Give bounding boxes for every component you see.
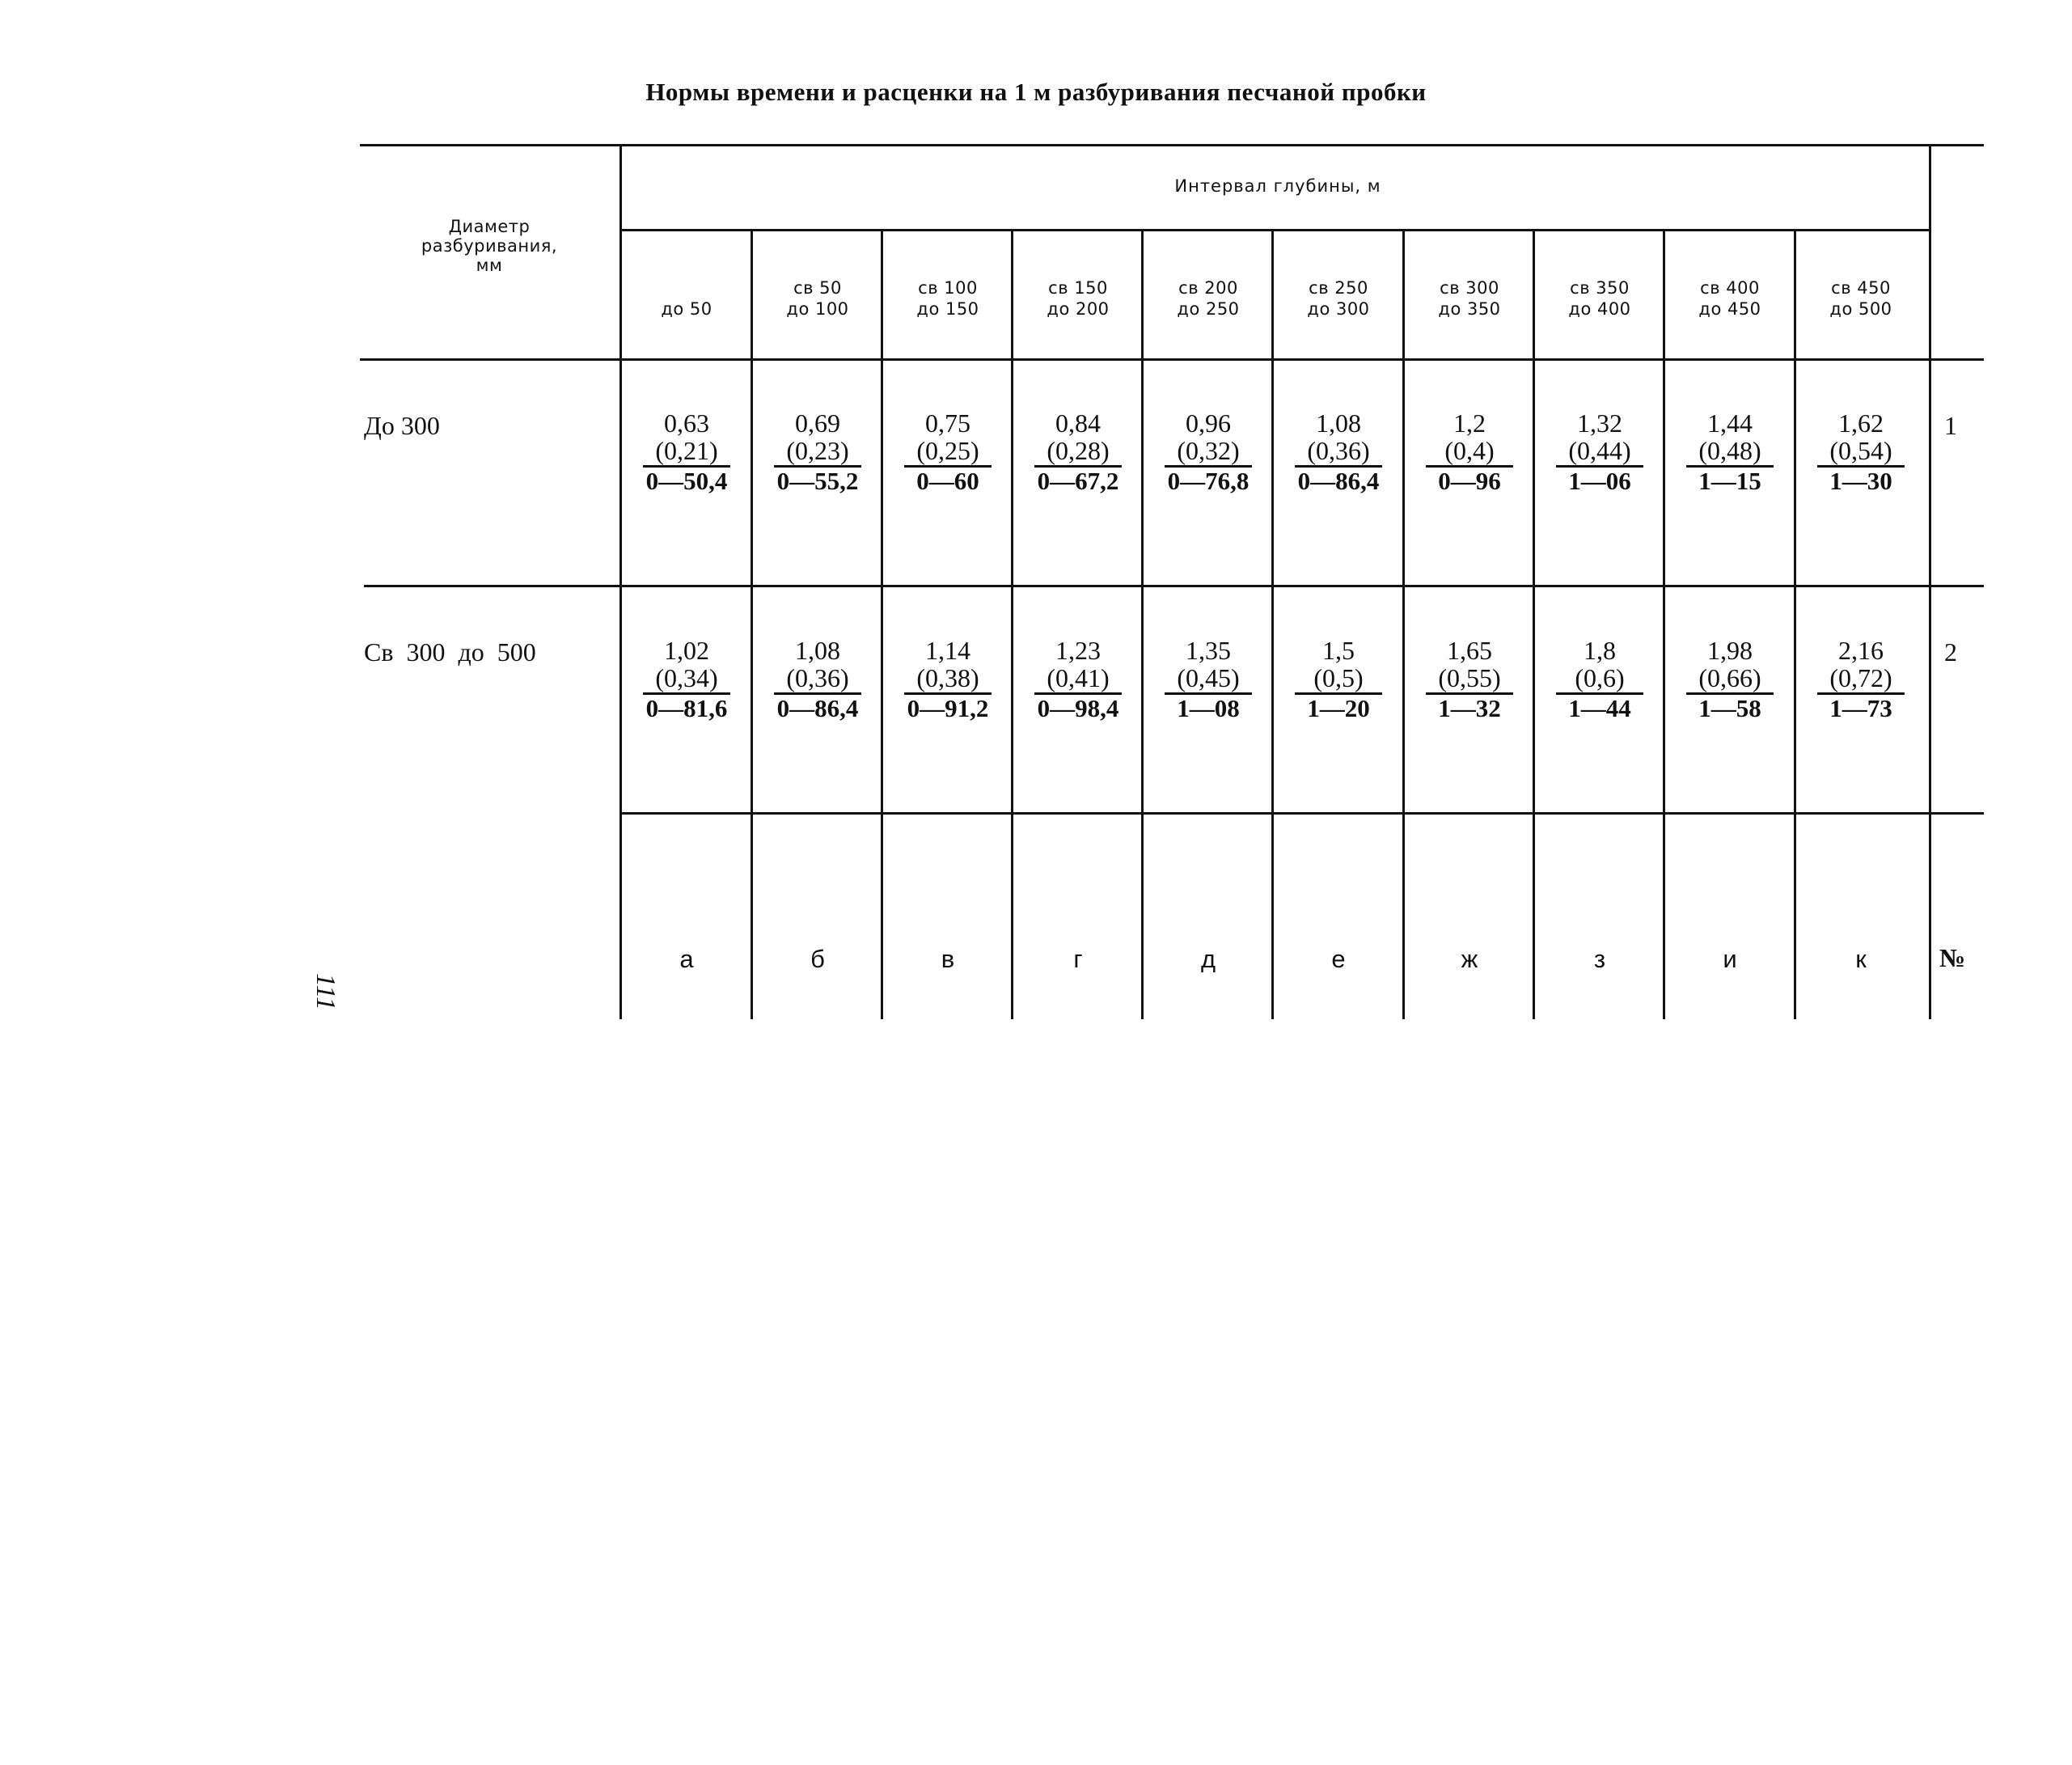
time-norm: 2,16 xyxy=(1838,636,1884,665)
worker-norm: (0,48) xyxy=(1698,436,1761,465)
worker-norm: (0,5) xyxy=(1313,663,1364,692)
column-header xyxy=(1273,271,1404,320)
worker-norm: (0,28) xyxy=(1047,436,1110,465)
row2-bottom-rule xyxy=(621,812,1984,815)
worker-norm: (0,66) xyxy=(1698,663,1761,692)
column-letter: д xyxy=(1200,945,1216,973)
worker-norm: (0,4) xyxy=(1444,436,1495,465)
column-header-line: до 450 xyxy=(1698,299,1761,319)
column-header xyxy=(1143,271,1274,320)
column-rule xyxy=(1794,229,1796,1019)
rate: 1—06 xyxy=(1568,467,1631,495)
column-header-line: св 450 xyxy=(1831,278,1891,298)
norm-cell xyxy=(1534,637,1665,722)
page-number: 111 xyxy=(311,973,340,1010)
time-norm: 1,98 xyxy=(1707,636,1753,665)
column-header xyxy=(1404,271,1535,320)
norm-cell xyxy=(1013,409,1144,495)
worker-norm: (0,45) xyxy=(1177,663,1240,692)
column-rule xyxy=(881,229,883,1019)
worker-norm: (0,25) xyxy=(916,436,979,465)
column-letter: к xyxy=(1855,945,1867,973)
rate: 0—67,2 xyxy=(1037,467,1119,495)
rate: 0—98,4 xyxy=(1037,694,1119,722)
rate: 0—86,4 xyxy=(776,694,859,722)
column-rule xyxy=(1663,229,1665,1019)
column-letter: и xyxy=(1723,945,1737,973)
norm-cell xyxy=(1795,409,1926,495)
column-rule xyxy=(1402,229,1405,1019)
rate: 0—91,2 xyxy=(907,694,989,722)
header-bottom-rule xyxy=(360,358,1984,361)
norm-cell xyxy=(1143,409,1274,495)
norm-cell xyxy=(1664,409,1795,495)
column-header-line: св 150 xyxy=(1048,278,1108,298)
norm-cell xyxy=(1273,409,1404,495)
rate: 0—50,4 xyxy=(645,467,728,495)
worker-norm: (0,44) xyxy=(1568,436,1631,465)
norm-cell xyxy=(882,409,1013,495)
norm-cell xyxy=(1664,637,1795,722)
time-norm: 0,84 xyxy=(1055,408,1101,438)
time-norm: 1,08 xyxy=(1316,408,1361,438)
column-header-line: до 400 xyxy=(1568,299,1631,319)
column-header-line: св 50 xyxy=(793,278,842,298)
time-norm: 1,35 xyxy=(1186,636,1231,665)
column-header-line: до 350 xyxy=(1438,299,1501,319)
time-norm: 1,23 xyxy=(1055,636,1101,665)
rate: 0—86,4 xyxy=(1297,467,1380,495)
column-header xyxy=(621,271,752,320)
column-letter: з xyxy=(1593,945,1606,973)
column-header-line: св 400 xyxy=(1700,278,1760,298)
column-header-line: св 200 xyxy=(1178,278,1238,298)
time-norm: 1,8 xyxy=(1584,636,1616,665)
column-letter: а xyxy=(679,945,694,973)
rate: 1—32 xyxy=(1438,694,1501,722)
row-label: До 300 xyxy=(364,411,440,440)
column-letter: г xyxy=(1073,945,1083,973)
rate: 0—76,8 xyxy=(1167,467,1250,495)
table-top-rule xyxy=(360,144,1984,146)
worker-norm: (0,6) xyxy=(1575,663,1625,692)
column-header-line: св 250 xyxy=(1309,278,1368,298)
rate: 0—96 xyxy=(1438,467,1501,495)
worker-norm: (0,36) xyxy=(786,663,849,692)
interval-header: Интервал глубины, м xyxy=(1174,176,1381,196)
rate: 0—55,2 xyxy=(776,467,859,495)
column-header-line: до 100 xyxy=(786,299,849,319)
time-norm: 0,96 xyxy=(1186,408,1231,438)
worker-norm: (0,32) xyxy=(1177,436,1240,465)
time-norm: 0,69 xyxy=(795,408,840,438)
row-number: 2 xyxy=(1944,637,1957,667)
column-header xyxy=(1534,271,1665,320)
number-column-rule xyxy=(1929,144,1931,1019)
page-title: Нормы времени и расценки на 1 м разбуривания песчаной пробки xyxy=(645,78,1427,106)
norm-cell xyxy=(1404,637,1535,722)
column-letter: е xyxy=(1331,945,1346,973)
worker-norm: (0,41) xyxy=(1047,663,1110,692)
norm-cell xyxy=(1404,409,1535,495)
diameter-header-line: мм xyxy=(476,256,503,275)
time-norm: 1,08 xyxy=(795,636,840,665)
worker-norm: (0,38) xyxy=(916,663,979,692)
norm-cell xyxy=(1795,637,1926,722)
time-norm: 0,63 xyxy=(664,408,709,438)
worker-norm: (0,54) xyxy=(1829,436,1892,465)
column-letter: б xyxy=(810,945,825,973)
worker-norm: (0,21) xyxy=(655,436,718,465)
worker-norm: (0,34) xyxy=(655,663,718,692)
rate: 1—58 xyxy=(1698,694,1761,722)
column-header-line: до 250 xyxy=(1177,299,1240,319)
time-norm: 1,14 xyxy=(925,636,970,665)
column-header xyxy=(752,271,883,320)
rate: 0—81,6 xyxy=(645,694,728,722)
interval-header-rule xyxy=(621,229,1931,231)
norm-cell xyxy=(621,637,752,722)
row1-bottom-rule xyxy=(364,585,1984,587)
column-letter: в xyxy=(941,945,955,973)
norm-cell xyxy=(752,637,883,722)
column-header-line: до 500 xyxy=(1829,299,1892,319)
diameter-header-line: Диаметр xyxy=(448,217,531,236)
column-header-line: св 100 xyxy=(918,278,978,298)
time-norm: 1,44 xyxy=(1707,408,1753,438)
row-number: 1 xyxy=(1944,411,1957,440)
worker-norm: (0,23) xyxy=(786,436,849,465)
column-header xyxy=(882,271,1013,320)
norm-cell xyxy=(752,409,883,495)
column-rule xyxy=(1011,229,1013,1019)
norm-cell xyxy=(1273,637,1404,722)
column-header-line: до 200 xyxy=(1047,299,1110,319)
column-rule xyxy=(751,229,753,1019)
norm-cell xyxy=(882,637,1013,722)
column-letter: ж xyxy=(1461,945,1478,973)
column-header xyxy=(1664,271,1795,320)
column-header-line: св 300 xyxy=(1440,278,1499,298)
rate: 1—30 xyxy=(1829,467,1892,495)
time-norm: 0,75 xyxy=(925,408,970,438)
column-header-line: св 350 xyxy=(1570,278,1630,298)
column-header-line: до 50 xyxy=(661,299,713,319)
column-rule xyxy=(1271,229,1274,1019)
time-norm: 1,32 xyxy=(1577,408,1622,438)
norm-cell xyxy=(1143,637,1274,722)
diameter-header-line: разбуривания, xyxy=(421,236,558,256)
rate: 1—44 xyxy=(1568,694,1631,722)
norm-cell xyxy=(621,409,752,495)
time-norm: 1,62 xyxy=(1838,408,1884,438)
time-norm: 1,2 xyxy=(1453,408,1486,438)
worker-norm: (0,72) xyxy=(1829,663,1892,692)
column-header-line: до 300 xyxy=(1307,299,1370,319)
norm-cell xyxy=(1534,409,1665,495)
norm-cell xyxy=(1013,637,1144,722)
worker-norm: (0,55) xyxy=(1438,663,1501,692)
column-header xyxy=(1013,271,1144,320)
row-label: Св 300 до 500 xyxy=(364,637,536,667)
column-header-line: до 150 xyxy=(916,299,979,319)
column-rule xyxy=(1533,229,1535,1019)
column-rule xyxy=(1141,229,1144,1019)
time-norm: 1,5 xyxy=(1322,636,1355,665)
column-header xyxy=(1795,271,1926,320)
diameter-header xyxy=(368,217,611,275)
worker-norm: (0,36) xyxy=(1307,436,1370,465)
rate: 1—73 xyxy=(1829,694,1892,722)
rate: 1—08 xyxy=(1177,694,1240,722)
rate: 1—15 xyxy=(1698,467,1761,495)
rate: 1—20 xyxy=(1307,694,1370,722)
time-norm: 1,65 xyxy=(1447,636,1492,665)
rate: 0—60 xyxy=(916,467,979,495)
number-sign: № xyxy=(1939,943,1966,972)
time-norm: 1,02 xyxy=(664,636,709,665)
